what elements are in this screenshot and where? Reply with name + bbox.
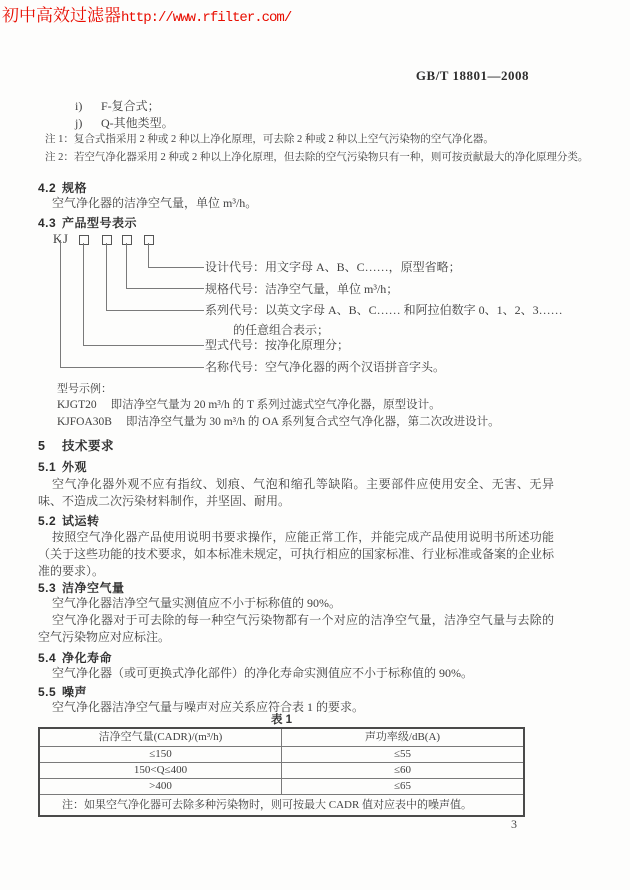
table-note-row	[39, 795, 524, 817]
heading-title: 试运转	[62, 514, 100, 528]
table-cell: ≤55	[282, 747, 525, 763]
list-marker: i)	[75, 99, 83, 113]
table-cell: ≤65	[282, 779, 525, 795]
heading-5	[38, 436, 114, 454]
list-item-j	[75, 114, 174, 131]
table-header-noise: 声功率级/dB(A)	[282, 728, 525, 747]
heading-4-3	[38, 214, 137, 231]
heading-title: 噪声	[62, 685, 88, 699]
list-item-text: F-复合式；	[101, 99, 160, 113]
heading-number: 5.3	[38, 581, 57, 595]
table-row	[39, 747, 524, 763]
para-5-4: 空气净化器（或可更换式净化部件）的净化寿命实测值应不小于标称值的 90%。	[52, 666, 473, 680]
heading-title: 规格	[62, 181, 88, 195]
example-item	[57, 396, 441, 412]
heading-number: 5.5	[38, 685, 57, 699]
heading-number: 5	[38, 439, 46, 453]
note-label: 注 2：	[45, 152, 74, 163]
heading-title: 外观	[62, 460, 88, 474]
heading-number: 4.2	[38, 181, 57, 195]
heading-title: 技术要求	[62, 439, 115, 453]
heading-4-2	[38, 179, 87, 196]
table-header-cadr: 洁净空气量(CADR)/(m³/h)	[39, 728, 282, 747]
example-item	[57, 413, 500, 429]
note-label: 注 1：	[45, 134, 74, 145]
para-5-1: 空气净化器外观不应有指纹、划痕、气泡和缩孔等缺陷。主要部件应使用安全、无害、无异味、不造成二次污染材料制作，并坚固、耐用。	[38, 477, 554, 509]
diagram-label-series-2: 的任意组合表示；	[233, 323, 330, 337]
connector-line	[60, 240, 204, 368]
list-item-i	[75, 97, 160, 114]
heading-title: 净化寿命	[62, 651, 113, 665]
note-text: 复合式指采用 2 种或 2 种以上净化原理，可去除 2 种或 2 种以上空气污染物的空气净化器。	[73, 134, 494, 145]
table-cell: ≤60	[282, 763, 525, 779]
para-5-2: 按照空气净化器产品使用说明书要求操作，应能正常工作，并能完成产品使用说明书所述功能（关于这些功能的技术要求，如本标准未规定，可执行相应的国家标准、行业标准或备案的企业标准的要求）。	[38, 530, 555, 579]
table-caption: 表 1	[270, 714, 293, 726]
heading-number: 4.3	[38, 216, 57, 230]
para-5-5: 空气净化器洁净空气量与噪声对应关系应符合表 1 的要求。	[52, 700, 365, 714]
heading-5-3	[38, 579, 125, 596]
table-cell: ≤150	[39, 747, 282, 763]
heading-number: 5.4	[38, 651, 57, 665]
model-code-diagram	[0, 230, 630, 382]
list-marker: j)	[75, 116, 83, 130]
para-5-3-b: 空气净化器对于可去除的每一种空气污染物都有一个对应的洁净空气量，洁净空气量与去除的空气污染物应对应标注。	[38, 613, 554, 645]
watermark-site-name: 初中高效过滤器	[2, 6, 121, 25]
table-cell: 150<Q≤400	[39, 763, 282, 779]
heading-5-2	[38, 512, 100, 529]
diagram-label-design: 设计代号：用文字母 A、B、C……，原型省略；	[205, 260, 461, 274]
table-header-row	[39, 728, 524, 747]
para-4-2: 空气净化器的洁净空气量，单位 m³/h。	[52, 196, 258, 210]
heading-5-1	[38, 458, 87, 475]
heading-title: 洁净空气量	[62, 581, 125, 595]
table-cell: >400	[39, 779, 282, 795]
table-1	[38, 727, 525, 817]
table-row	[39, 763, 524, 779]
example-intro: 型号示例：	[57, 383, 112, 395]
heading-number: 5.1	[38, 460, 57, 474]
table-row	[39, 779, 524, 795]
diagram-label-spec: 规格代号：洁净空气量，单位 m³/h；	[205, 282, 399, 296]
note-1	[45, 131, 599, 148]
diagram-label-series: 系列代号：以英文字母 A、B、C…… 和阿拉伯数字 0、1、2、3……	[205, 303, 563, 317]
note-text: 若空气净化器采用 2 种或 2 种以上净化原理，但去除的空气污染物只有一种，则可按贡献最大的净化原理分类。	[73, 152, 589, 163]
para-5-3-a: 空气净化器洁净空气量实测值应不小于标称值的 90%。	[52, 596, 341, 610]
diagram-label-name: 名称代号：空气净化器的两个汉语拼音字头。	[205, 360, 446, 374]
example-desc: 即洁净空气量为 20 m³/h 的 T 系列过滤式空气净化器，原型设计。	[110, 399, 441, 411]
note-2	[45, 149, 599, 166]
watermark-url-link[interactable]: http://www.rfilter.com/	[121, 10, 292, 26]
heading-5-5	[38, 683, 87, 700]
page-number: 3	[511, 817, 517, 831]
heading-number: 5.2	[38, 514, 57, 528]
table-note: 注：如果空气净化器可去除多种污染物时，则可按最大 CADR 值对应表中的噪声值。	[39, 795, 524, 817]
diagram-label-type: 型式代号：按净化原理分；	[205, 338, 350, 352]
heading-5-4	[38, 649, 112, 666]
example-desc: 即洁净空气量为 30 m³/h 的 OA 系列复合式空气净化器，第二次改进设计。	[125, 416, 500, 428]
watermark	[2, 1, 291, 26]
heading-title: 产品型号表示	[62, 216, 138, 230]
doc-number: GB/T 18801—2008	[415, 68, 529, 83]
example-code: KJFOA30B	[57, 416, 112, 428]
list-item-text: Q-其他类型。	[101, 116, 174, 130]
example-code: KJGT20	[57, 399, 97, 411]
model-prefix: KJ	[53, 232, 69, 246]
